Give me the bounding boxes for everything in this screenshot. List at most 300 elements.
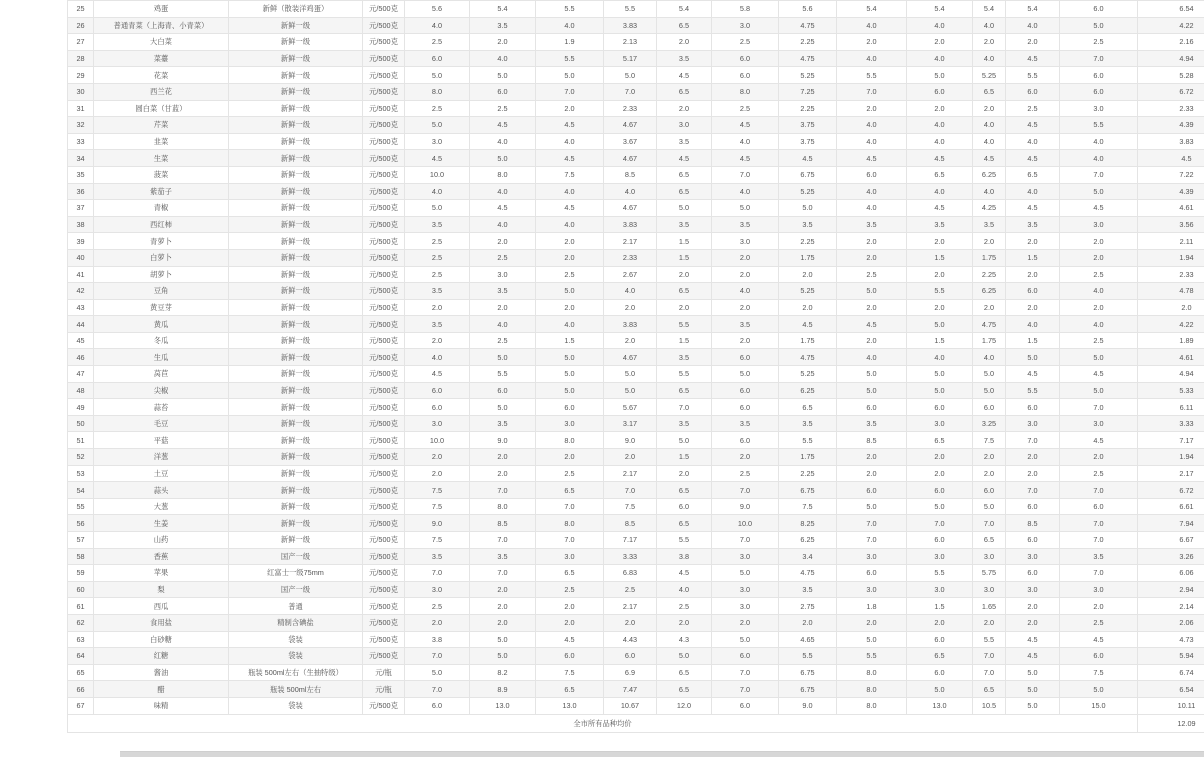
table-cell: 黄瓜 — [94, 316, 229, 333]
table-cell: 62 — [68, 614, 94, 631]
table-cell: 4.75 — [779, 17, 837, 34]
table-cell: 3.8 — [405, 631, 470, 648]
table-cell: 5.0 — [973, 498, 1006, 515]
table-cell: 元/500克 — [363, 50, 405, 67]
table-cell: 12.0 — [657, 697, 712, 714]
table-cell: 6.0 — [1060, 83, 1138, 100]
table-cell: 新鲜一级 — [229, 349, 363, 366]
table-cell: 2.0 — [1060, 598, 1138, 615]
table-cell: 4.0 — [405, 183, 470, 200]
summary-row — [68, 714, 1204, 732]
table-cell: 2.0 — [1006, 465, 1060, 482]
table-cell: 5.25 — [973, 67, 1006, 84]
table-cell: 6.9 — [604, 664, 657, 681]
table-row — [68, 548, 1204, 565]
table-cell: 生菜 — [94, 150, 229, 167]
table-cell: 2.0 — [1006, 34, 1060, 51]
table-cell: 元/500克 — [363, 117, 405, 134]
table-cell: 圆白菜（甘蓝） — [94, 100, 229, 117]
table-cell: 元/500克 — [363, 150, 405, 167]
table-cell: 36 — [68, 183, 94, 200]
table-cell: 6.0 — [1006, 283, 1060, 300]
table-cell: 3.0 — [1060, 581, 1138, 598]
table-cell: 5.0 — [837, 498, 907, 515]
table-row — [68, 332, 1204, 349]
table-cell: 7.0 — [712, 681, 779, 698]
table-cell: 4.22 — [1138, 316, 1204, 333]
table-cell: 2.5 — [536, 581, 604, 598]
table-cell: 2.0 — [907, 449, 973, 466]
table-cell: 2.5 — [837, 266, 907, 283]
table-cell: 国产一级 — [229, 548, 363, 565]
table-cell: 52 — [68, 449, 94, 466]
table-cell: 58 — [68, 548, 94, 565]
table-cell: 2.0 — [1006, 233, 1060, 250]
table-cell: 元/500克 — [363, 532, 405, 549]
table-cell: 2.0 — [604, 614, 657, 631]
table-cell: 元/500克 — [363, 83, 405, 100]
table-cell: 9.0 — [712, 498, 779, 515]
table-row — [68, 614, 1204, 631]
table-cell: 1.9 — [536, 34, 604, 51]
table-cell: 2.0 — [907, 465, 973, 482]
table-cell: 2.5 — [1060, 332, 1138, 349]
table-cell: 2.0 — [779, 266, 837, 283]
table-cell: 4.5 — [973, 150, 1006, 167]
table-cell: 5.25 — [779, 283, 837, 300]
table-cell: 袋装 — [229, 697, 363, 714]
table-cell: 5.0 — [657, 432, 712, 449]
table-cell: 5.0 — [536, 283, 604, 300]
table-cell: 59 — [68, 565, 94, 582]
table-row — [68, 166, 1204, 183]
price-table — [67, 0, 1204, 733]
table-cell: 6.25 — [779, 382, 837, 399]
table-cell: 3.5 — [470, 283, 536, 300]
table-cell: 4.67 — [604, 349, 657, 366]
table-cell: 新鲜一级 — [229, 67, 363, 84]
table-cell: 8.2 — [470, 664, 536, 681]
table-cell: 6.5 — [657, 17, 712, 34]
table-row — [68, 249, 1204, 266]
table-cell: 4.5 — [1006, 648, 1060, 665]
table-cell: 5.5 — [837, 67, 907, 84]
table-cell: 元/500克 — [363, 399, 405, 416]
table-cell: 7.5 — [405, 532, 470, 549]
table-cell: 新鲜一级 — [229, 498, 363, 515]
table-cell: 7.47 — [604, 681, 657, 698]
table-cell: 4.75 — [779, 50, 837, 67]
table-cell: 5.0 — [536, 349, 604, 366]
table-cell: 2.0 — [837, 100, 907, 117]
table-cell: 4.61 — [1138, 200, 1204, 217]
table-cell: 7.0 — [1060, 166, 1138, 183]
table-cell: 元/500克 — [363, 133, 405, 150]
table-cell: 2.67 — [604, 266, 657, 283]
table-cell: 7.17 — [1138, 432, 1204, 449]
table-cell: 43 — [68, 299, 94, 316]
table-cell: 3.5 — [1006, 216, 1060, 233]
table-cell: 8.5 — [604, 515, 657, 532]
table-cell: 3.83 — [1138, 133, 1204, 150]
table-cell: 6.72 — [1138, 83, 1204, 100]
table-cell: 普通 — [229, 598, 363, 615]
table-cell: 7.0 — [712, 664, 779, 681]
table-cell: 3.75 — [779, 133, 837, 150]
table-cell: 7.5 — [405, 482, 470, 499]
table-cell: 5.0 — [604, 366, 657, 383]
table-cell: 4.0 — [536, 183, 604, 200]
table-cell: 5.4 — [907, 1, 973, 18]
table-cell: 3.0 — [405, 415, 470, 432]
table-cell: 7.0 — [536, 532, 604, 549]
table-cell: 6.5 — [657, 664, 712, 681]
table-cell: 4.5 — [1138, 150, 1204, 167]
table-cell: 3.5 — [657, 216, 712, 233]
table-cell: 3.33 — [604, 548, 657, 565]
table-cell: 2.0 — [470, 34, 536, 51]
table-cell: 7.0 — [1060, 482, 1138, 499]
table-cell: 4.0 — [536, 133, 604, 150]
table-cell: 8.0 — [837, 697, 907, 714]
table-cell: 1.75 — [779, 332, 837, 349]
table-row — [68, 183, 1204, 200]
table-cell: 5.0 — [604, 67, 657, 84]
table-cell: 5.0 — [907, 681, 973, 698]
table-cell: 1.65 — [973, 598, 1006, 615]
table-cell: 元/500克 — [363, 366, 405, 383]
table-cell: 4.0 — [1060, 150, 1138, 167]
table-cell: 6.0 — [907, 664, 973, 681]
table-cell: 元/500克 — [363, 249, 405, 266]
table-cell: 蒜苔 — [94, 399, 229, 416]
table-cell: 7.0 — [837, 515, 907, 532]
table-cell: 4.5 — [536, 150, 604, 167]
table-cell: 7.5 — [973, 432, 1006, 449]
table-cell: 27 — [68, 34, 94, 51]
table-cell: 2.0 — [1060, 249, 1138, 266]
table-cell: 4.0 — [604, 183, 657, 200]
table-cell: 6.0 — [712, 648, 779, 665]
table-cell: 2.5 — [470, 332, 536, 349]
table-cell: 4.0 — [837, 50, 907, 67]
table-cell: 7.0 — [1006, 432, 1060, 449]
table-cell: 3.0 — [536, 415, 604, 432]
table-cell: 7.0 — [712, 482, 779, 499]
table-cell: 3.0 — [712, 233, 779, 250]
table-cell: 酱油 — [94, 664, 229, 681]
table-cell: 花菜 — [94, 67, 229, 84]
table-cell: 2.25 — [779, 100, 837, 117]
table-cell: 2.0 — [1006, 614, 1060, 631]
table-cell: 6.0 — [604, 648, 657, 665]
table-cell: 6.75 — [779, 681, 837, 698]
table-cell: 7.0 — [470, 565, 536, 582]
table-cell: 元/500克 — [363, 332, 405, 349]
table-cell: 大葱 — [94, 498, 229, 515]
table-cell: 5.0 — [1060, 382, 1138, 399]
table-cell: 2.0 — [657, 299, 712, 316]
table-cell: 44 — [68, 316, 94, 333]
table-cell: 37 — [68, 200, 94, 217]
table-row — [68, 449, 1204, 466]
table-cell: 5.0 — [907, 67, 973, 84]
table-cell: 5.0 — [470, 150, 536, 167]
table-cell: 28 — [68, 50, 94, 67]
table-cell: 6.0 — [657, 498, 712, 515]
table-cell: 32 — [68, 117, 94, 134]
table-cell: 2.0 — [907, 266, 973, 283]
table-cell: 2.0 — [405, 449, 470, 466]
table-cell: 3.0 — [973, 581, 1006, 598]
table-cell: 5.0 — [907, 366, 973, 383]
table-cell: 2.0 — [536, 299, 604, 316]
table-cell: 3.0 — [405, 581, 470, 598]
table-cell: 2.0 — [470, 233, 536, 250]
table-cell: 7.22 — [1138, 166, 1204, 183]
table-cell: 2.0 — [536, 233, 604, 250]
table-cell: 4.0 — [712, 283, 779, 300]
table-cell: 新鲜一级 — [229, 283, 363, 300]
table-cell: 2.0 — [470, 598, 536, 615]
table-cell: 3.5 — [470, 415, 536, 432]
table-row — [68, 150, 1204, 167]
table-cell: 7.0 — [973, 648, 1006, 665]
table-cell: 7.0 — [837, 83, 907, 100]
table-cell: 2.0 — [405, 299, 470, 316]
table-cell: 4.0 — [837, 17, 907, 34]
table-cell: 3.5 — [779, 216, 837, 233]
table-cell: 2.0 — [837, 332, 907, 349]
table-cell: 新鲜一级 — [229, 415, 363, 432]
table-cell: 2.5 — [470, 249, 536, 266]
table-cell: 新鲜一级 — [229, 166, 363, 183]
table-cell: 4.0 — [907, 183, 973, 200]
table-cell: 4.0 — [712, 183, 779, 200]
table-cell: 2.25 — [779, 233, 837, 250]
table-row — [68, 17, 1204, 34]
table-row — [68, 216, 1204, 233]
table-cell: 5.0 — [405, 200, 470, 217]
table-cell: 2.0 — [837, 449, 907, 466]
table-cell: 鸡蛋 — [94, 1, 229, 18]
table-cell: 3.17 — [604, 415, 657, 432]
table-cell: 新鲜一级 — [229, 133, 363, 150]
table-row — [68, 34, 1204, 51]
table-cell: 6.0 — [1006, 565, 1060, 582]
table-cell: 3.5 — [405, 216, 470, 233]
table-cell: 黄豆芽 — [94, 299, 229, 316]
table-cell: 8.0 — [536, 515, 604, 532]
table-cell: 2.0 — [712, 449, 779, 466]
table-cell: 6.0 — [1060, 498, 1138, 515]
table-cell: 尖椒 — [94, 382, 229, 399]
table-cell: 4.0 — [907, 117, 973, 134]
table-cell: 2.0 — [657, 34, 712, 51]
table-cell: 7.5 — [604, 498, 657, 515]
table-row — [68, 133, 1204, 150]
table-cell: 1.5 — [536, 332, 604, 349]
table-cell: 5.0 — [657, 200, 712, 217]
table-cell: 4.5 — [712, 150, 779, 167]
table-cell: 5.0 — [779, 200, 837, 217]
table-cell: 5.0 — [470, 648, 536, 665]
table-cell: 山药 — [94, 532, 229, 549]
table-cell: 6.5 — [536, 565, 604, 582]
table-cell: 7.5 — [779, 498, 837, 515]
table-cell: 6.83 — [604, 565, 657, 582]
table-cell: 5.0 — [837, 366, 907, 383]
table-cell: 西兰花 — [94, 83, 229, 100]
table-cell: 3.5 — [712, 415, 779, 432]
table-cell: 4.0 — [1060, 283, 1138, 300]
table-cell: 7.0 — [1006, 482, 1060, 499]
table-cell: 46 — [68, 349, 94, 366]
table-cell: 芹菜 — [94, 117, 229, 134]
table-cell: 4.0 — [470, 183, 536, 200]
table-cell: 5.5 — [604, 1, 657, 18]
table-cell: 2.0 — [657, 614, 712, 631]
table-cell: 25 — [68, 1, 94, 18]
table-cell: 6.5 — [657, 183, 712, 200]
table-row — [68, 498, 1204, 515]
table-cell: 4.65 — [779, 631, 837, 648]
table-cell: 6.5 — [907, 648, 973, 665]
table-cell: 4.5 — [536, 200, 604, 217]
table-cell: 2.0 — [604, 299, 657, 316]
table-cell: 10.5 — [973, 697, 1006, 714]
table-cell: 新鲜一级 — [229, 382, 363, 399]
table-cell: 42 — [68, 283, 94, 300]
table-cell: 7.0 — [536, 498, 604, 515]
table-cell: 5.0 — [712, 631, 779, 648]
table-cell: 2.0 — [712, 332, 779, 349]
table-cell: 6.0 — [907, 482, 973, 499]
table-cell: 4.5 — [1060, 631, 1138, 648]
table-cell: 6.0 — [1060, 67, 1138, 84]
table-cell: 2.0 — [712, 614, 779, 631]
table-cell: 2.14 — [1138, 598, 1204, 615]
table-cell: 3.0 — [657, 117, 712, 134]
table-cell: 54 — [68, 482, 94, 499]
table-cell: 5.5 — [657, 366, 712, 383]
table-cell: 4.0 — [973, 183, 1006, 200]
table-cell: 2.0 — [779, 614, 837, 631]
table-cell: 元/500克 — [363, 183, 405, 200]
table-cell: 4.67 — [604, 150, 657, 167]
table-cell: 7.0 — [837, 532, 907, 549]
table-cell: 3.0 — [712, 17, 779, 34]
table-cell: 2.0 — [907, 614, 973, 631]
table-cell: 40 — [68, 249, 94, 266]
table-cell: 元/500克 — [363, 283, 405, 300]
table-cell: 元/瓶 — [363, 664, 405, 681]
table-cell: 4.0 — [470, 316, 536, 333]
table-cell: 4.39 — [1138, 183, 1204, 200]
table-cell: 2.0 — [1138, 299, 1204, 316]
table-cell: 苹果 — [94, 565, 229, 582]
table-cell: 6.0 — [1060, 1, 1138, 18]
table-cell: 4.0 — [907, 50, 973, 67]
table-cell: 1.5 — [657, 249, 712, 266]
table-cell: 2.0 — [1006, 598, 1060, 615]
table-cell: 7.0 — [712, 532, 779, 549]
table-cell: 瓶装 500ml左右 — [229, 681, 363, 698]
table-cell: 4.0 — [973, 349, 1006, 366]
table-cell: 51 — [68, 432, 94, 449]
table-cell: 6.06 — [1138, 565, 1204, 582]
table-cell: 2.0 — [973, 465, 1006, 482]
table-row — [68, 316, 1204, 333]
table-row — [68, 100, 1204, 117]
table-row — [68, 415, 1204, 432]
table-cell: 6.5 — [973, 532, 1006, 549]
table-cell: 4.5 — [1060, 432, 1138, 449]
table-cell: 新鲜一级 — [229, 515, 363, 532]
table-cell: 5.5 — [1060, 117, 1138, 134]
table-cell: 4.0 — [837, 200, 907, 217]
table-cell: 5.0 — [405, 664, 470, 681]
table-row — [68, 515, 1204, 532]
table-cell: 6.25 — [779, 532, 837, 549]
table-cell: 7.0 — [1060, 50, 1138, 67]
table-cell: 7.0 — [712, 166, 779, 183]
table-cell: 2.5 — [405, 598, 470, 615]
table-cell: 国产一级 — [229, 581, 363, 598]
table-cell: 5.5 — [657, 316, 712, 333]
table-cell: 7.0 — [405, 681, 470, 698]
table-cell: 2.0 — [536, 614, 604, 631]
table-cell: 洋葱 — [94, 449, 229, 466]
table-cell: 2.33 — [604, 100, 657, 117]
table-cell: 红糖 — [94, 648, 229, 665]
table-cell: 元/500克 — [363, 200, 405, 217]
table-cell: 6.5 — [657, 482, 712, 499]
table-cell: 33 — [68, 133, 94, 150]
table-cell: 6.0 — [536, 399, 604, 416]
table-cell: 2.5 — [1060, 614, 1138, 631]
table-cell: 38 — [68, 216, 94, 233]
table-cell: 7.0 — [1060, 399, 1138, 416]
table-cell: 3.0 — [712, 598, 779, 615]
table-cell: 7.0 — [405, 648, 470, 665]
table-cell: 6.0 — [712, 67, 779, 84]
table-row — [68, 382, 1204, 399]
table-cell: 3.83 — [604, 17, 657, 34]
table-cell: 29 — [68, 67, 94, 84]
table-cell: 3.0 — [1060, 415, 1138, 432]
table-cell: 6.0 — [973, 399, 1006, 416]
table-cell: 56 — [68, 515, 94, 532]
table-cell: 66 — [68, 681, 94, 698]
table-cell: 4.75 — [973, 316, 1006, 333]
table-cell: 1.75 — [779, 449, 837, 466]
table-cell: 2.0 — [470, 299, 536, 316]
table-cell: 韭菜 — [94, 133, 229, 150]
table-cell: 2.0 — [973, 233, 1006, 250]
table-cell: 4.75 — [779, 565, 837, 582]
table-cell: 4.43 — [604, 631, 657, 648]
table-cell: 4.5 — [405, 150, 470, 167]
table-cell: 醋 — [94, 681, 229, 698]
table-cell: 食用盐 — [94, 614, 229, 631]
table-cell: 4.0 — [837, 117, 907, 134]
table-cell: 5.0 — [907, 382, 973, 399]
table-cell: 新鲜一级 — [229, 299, 363, 316]
table-cell: 2.25 — [779, 465, 837, 482]
table-cell: 41 — [68, 266, 94, 283]
table-cell: 6.0 — [405, 382, 470, 399]
